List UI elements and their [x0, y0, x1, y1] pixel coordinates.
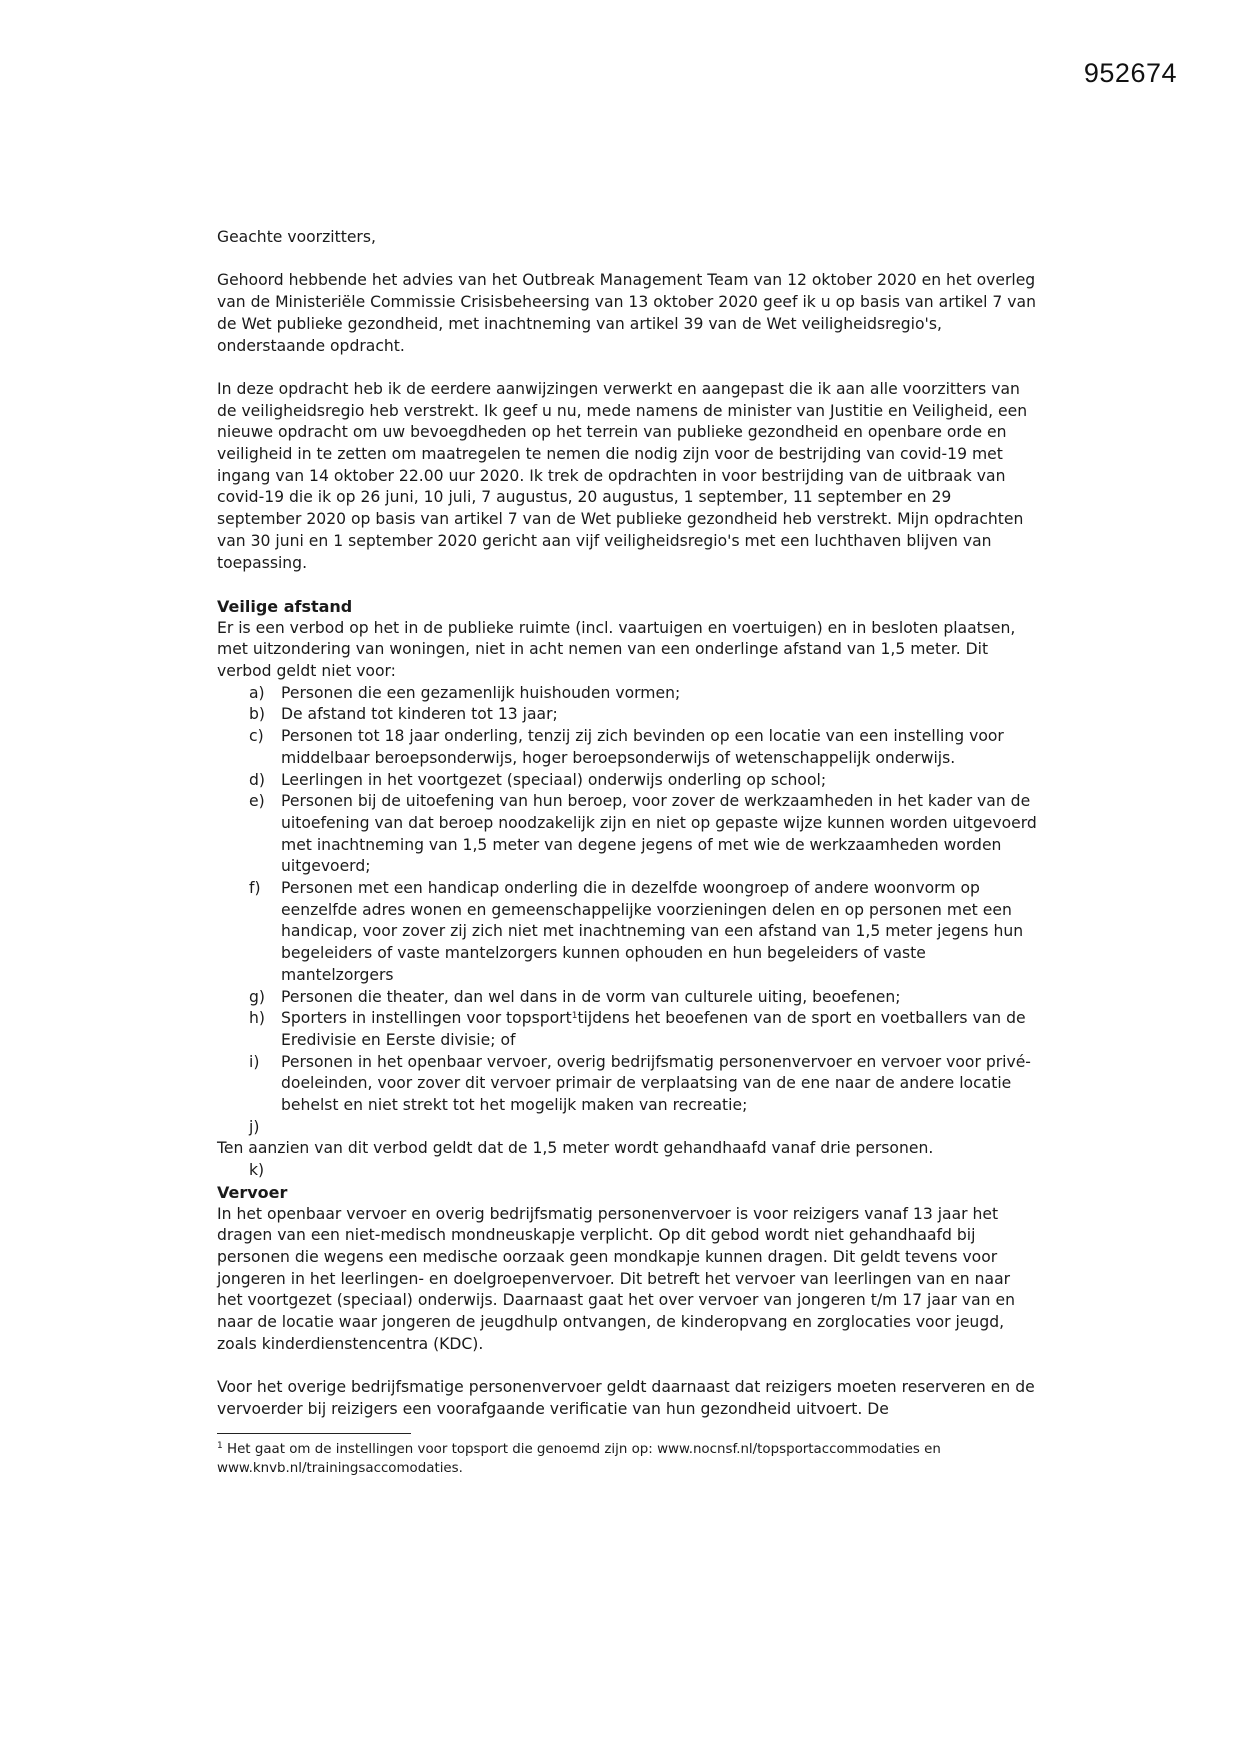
list-marker: h) — [249, 1009, 265, 1028]
footnote-text: Het gaat om de instellingen voor topsport die genoemd zijn op: www.nocnsf.nl/topsportaccommodaties en www.knvb.nl/trainingsaccomodaties. — [217, 1441, 941, 1476]
list-item-text: Personen tot 18 jaar onderling, tenzij zij zich bevinden op een locatie van een instelling voor middelbaar beroepsonderwijs, hoger beroepsonderwijs of wetenschappelijk onderwijs. — [281, 727, 1004, 767]
list-marker: c) — [249, 727, 264, 746]
empty-list-marker-k: k) — [249, 1161, 265, 1180]
list-item — [217, 987, 1037, 1009]
transport-paragraph: In het openbaar vervoer en overig bedrijfsmatig personenvervoer is voor reizigers vanaf 13 jaar het dragen van een niet-medisch mondneuskapje verplicht. Op dit gebod wordt niet gehandhaafd bij personen die wegens een medische oorzaak geen mondkapje kunnen dragen. Dit geldt tevens voor jongeren in het leerlingen- en doelgroepenvervoer. Dit betreft het vervoer van leerlingen van en naar het voortgezet (speciaal) onderwijs. Daarnaast gaat het over vervoer van jongeren t/m 17 jaar van en naar de locatie waar jongeren de jeugdhulp ontvangen, de kinderopvang en zorglocaties voor jeugd, zoals kinderdienstencentra (KDC). — [217, 1204, 1015, 1353]
list-item-text: Personen in het openbaar vervoer, overig bedrijfsmatig personenvervoer en vervoer voor privé-doeleinden, voor zover dit vervoer primair de verplaatsing van de ene naar de andere locatie behelst en niet strekt tot het mogelijk maken van recreatie; — [281, 1052, 1031, 1115]
distance-intro: Er is een verbod op het in de publieke ruimte (incl. vaartuigen en voertuigen) en in besloten plaatsen, met uitzondering van woningen, niet in acht nemen van een onderlinge afstand van 1,5 meter. Dit verbod geldt niet voor: — [217, 618, 1016, 681]
list-marker: b) — [249, 705, 265, 724]
empty-list-marker-j: j) — [249, 1117, 260, 1136]
list-marker: a) — [249, 683, 265, 702]
transport-paragraph-continued: Voor het overige bedrijfsmatige personenvervoer geldt daarnaast dat reizigers moeten reserveren en de vervoerder bij reizigers een voorafgaande verificatie van hun gezondheid uitvoert. De — [217, 1378, 1035, 1418]
list-item — [217, 791, 1037, 878]
list-item — [217, 1052, 1037, 1117]
list-item-text: De afstand tot kinderen tot 13 jaar; — [281, 705, 558, 724]
document-number: 952674 — [1083, 58, 1177, 88]
footnote-number: 1 — [217, 1440, 223, 1451]
footnote-reference: 1 — [571, 1011, 578, 1022]
list-item — [217, 770, 1037, 792]
list-item — [217, 683, 1037, 705]
list-item-text: Personen bij de uitoefening van hun beroep, voor zover de werkzaamheden in het kader van de uitoefening van dat beroep noodzakelijk zijn en niet op gepaste wijze kunnen worden uitgevoerd met inachtneming van 1,5 meter van degene jegens of met wie de werkzaamheden worden uitgevoerd; — [281, 792, 1037, 876]
list-item — [217, 704, 1037, 726]
section-heading-distance: Veilige afstand — [217, 596, 353, 616]
list-item-text-continued: tijdens het beoefenen van de sport en voetballers van de Eredivisie en Eerste divisie; of — [281, 1009, 1026, 1049]
list-item — [217, 726, 1037, 769]
footnote — [217, 1440, 1037, 1478]
distance-enforcement-note: Ten aanzien van dit verbod geldt dat de 1,5 meter wordt gehandhaafd vanaf drie personen. — [217, 1139, 934, 1158]
section-heading-transport: Vervoer — [217, 1182, 288, 1202]
intro-paragraph: Gehoord hebbende het advies van het Outbreak Management Team van 12 oktober 2020 en het overleg van de Ministeriële Commissie Crisisbeheersing van 13 oktober 2020 geef ik u op basis van artikel 7 van de Wet publieke gezondheid, met inachtneming van artikel 39 van de Wet veiligheidsregio's, onderstaande opdracht. — [217, 271, 1036, 355]
letter-body — [217, 227, 1037, 1478]
list-marker: g) — [249, 987, 265, 1006]
list-item — [217, 878, 1037, 987]
list-marker: d) — [249, 770, 265, 789]
list-marker: f) — [249, 879, 261, 898]
footnote-divider — [217, 1433, 411, 1434]
list-item-text: Sporters in instellingen voor topsport — [281, 1009, 572, 1028]
list-item-text: Personen met een handicap onderling die in dezelfde woongroep of andere woonvorm op eenzelfde adres wonen en gemeenschappelijke voorzieningen delen en op personen met een handicap, voor zover zij zich niet met inachtneming van een afstand van 1,5 meter jegens hun begeleiders of vaste mantelzorgers kunnen ophouden en hun begeleiders of vaste mantelzorgers — [281, 879, 1024, 984]
exemption-list — [217, 683, 1037, 1117]
list-marker: i) — [249, 1052, 260, 1071]
list-item — [217, 1008, 1037, 1051]
list-item-text: Leerlingen in het voortgezet (speciaal) onderwijs onderling op school; — [281, 770, 827, 789]
salutation: Geachte voorzitters, — [217, 228, 376, 246]
instruction-paragraph: In deze opdracht heb ik de eerdere aanwijzingen verwerkt en aangepast die ik aan alle voorzitters van de veiligheidsregio heb verstrekt. Ik geef u nu, mede namens de minister van Justitie en Veiligheid, een nieuwe opdracht om uw bevoegdheden op het terrein van publieke gezondheid en openbare orde en veiligheid in te zetten om maatregelen te nemen die nodig zijn voor de bestrijding van covid-19 met ingang van 14 oktober 22.00 uur 2020. Ik trek de opdrachten in voor bestrijding van de uitbraak van covid-19 die ik op 26 juni, 10 juli, 7 augustus, 20 augustus, 1 september, 11 september en 29 september 2020 op basis van artikel 7 van de Wet publieke gezondheid heb verstrekt. Mijn opdrachten van 30 juni en 1 september 2020 gericht aan vijf veiligheidsregio's met een luchthaven blijven van toepassing. — [217, 379, 1028, 572]
list-item-text: Personen die theater, dan wel dans in de vorm van culturele uiting, beoefenen; — [281, 987, 901, 1006]
list-marker: e) — [249, 792, 265, 811]
list-item-text: Personen die een gezamenlijk huishouden vormen; — [281, 683, 681, 702]
